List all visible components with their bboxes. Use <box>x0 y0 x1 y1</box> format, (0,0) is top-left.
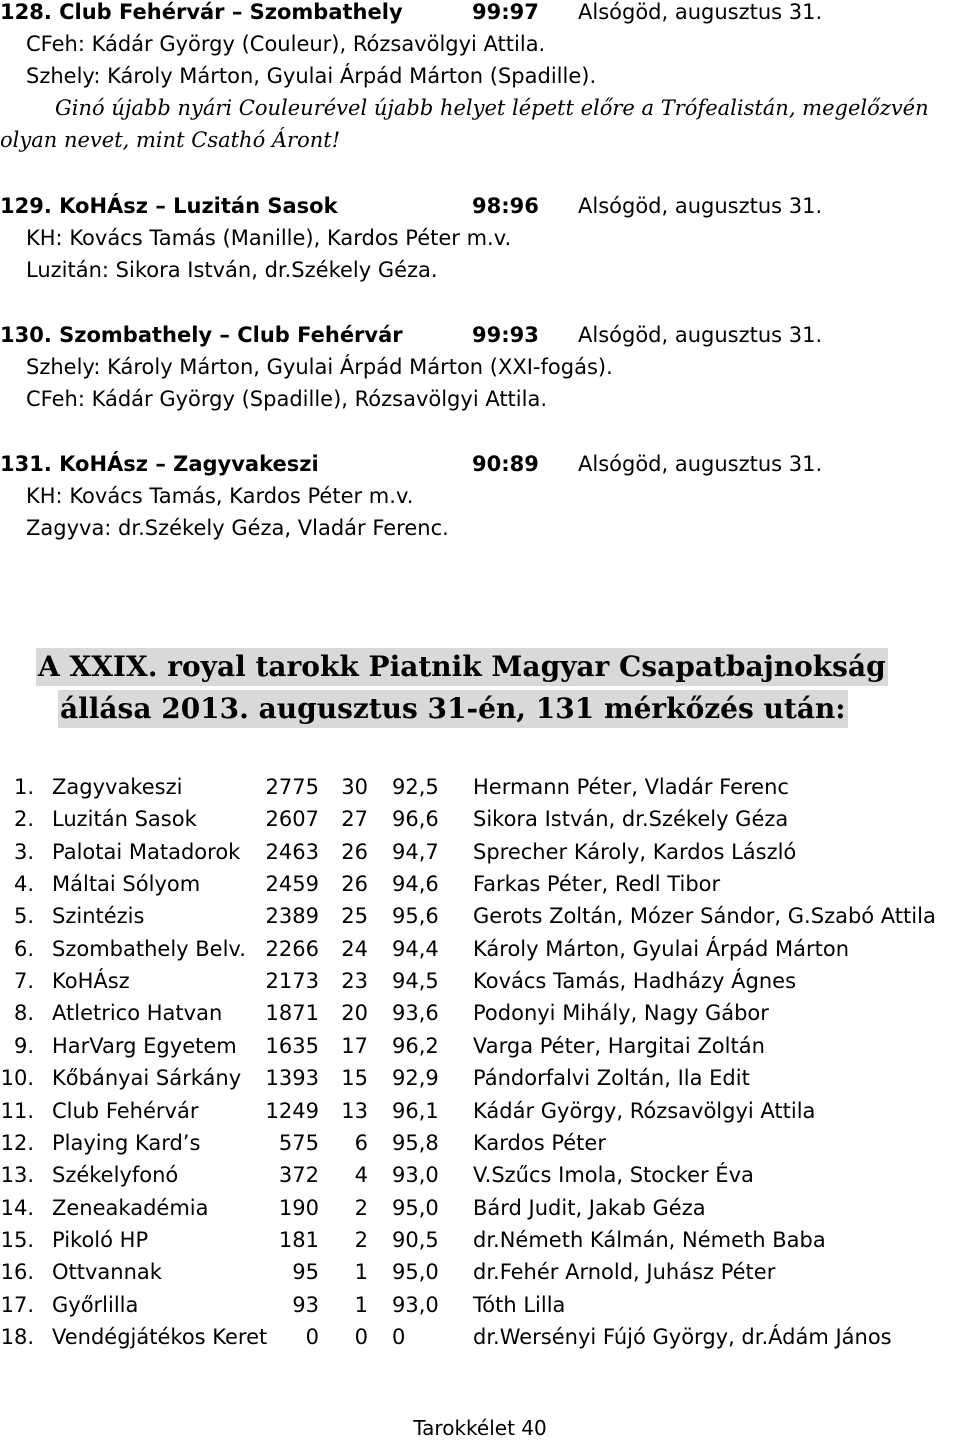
team-name: Club Fehérvár <box>52 1098 199 1123</box>
rank: 12. <box>0 1130 34 1155</box>
points: 575 <box>278 1130 319 1155</box>
match-128-line-1: CFeh: Kádár György (Couleur), Rózsavölgyi Attila. <box>26 32 546 56</box>
players: Varga Péter, Hargitai Zoltán <box>473 1033 765 1058</box>
points: 190 <box>278 1195 319 1220</box>
match-129-line-1: KH: Kovács Tamás (Manille), Kardos Péter m.v. <box>26 226 512 250</box>
table-row <box>0 1228 960 1260</box>
table-row <box>0 1034 960 1066</box>
table-row <box>0 937 960 969</box>
points: 2607 <box>265 807 319 832</box>
games-played: 30 <box>341 775 368 799</box>
average: 94,7 <box>392 839 439 864</box>
table-row <box>0 1099 960 1131</box>
points: 93 <box>292 1292 319 1317</box>
games-played: 6 <box>354 1130 368 1155</box>
match-place-date: Alsógöd, augusztus 31. <box>578 194 823 218</box>
standings-heading-1: A XXIX. royal tarokk Piatnik Magyar Csapatbajnokság <box>36 648 888 686</box>
match-128-comment-1: Ginó újabb nyári Couleurével újabb helyet lépett előre a Trófealistán, megelőzvén <box>55 96 929 120</box>
table-row <box>0 1163 960 1195</box>
team-name: Zagyvakeszi <box>52 775 183 799</box>
players: Gerots Zoltán, Mózer Sándor, G.Szabó Attila <box>473 904 936 929</box>
players: Kovács Tamás, Hadházy Ágnes <box>473 969 797 994</box>
match-score: 98:96 <box>472 194 539 218</box>
players: Hermann Péter, Vladár Ferenc <box>473 775 789 799</box>
players: Tóth Lilla <box>473 1292 566 1317</box>
average: 93,6 <box>392 1001 439 1026</box>
team-name: Ottvannak <box>52 1260 162 1285</box>
table-row <box>0 1131 960 1163</box>
average: 95,0 <box>392 1260 439 1285</box>
points: 181 <box>278 1227 319 1252</box>
players: V.Szűcs Imola, Stocker Éva <box>473 1163 754 1188</box>
points: 2389 <box>265 904 319 929</box>
games-played: 26 <box>341 872 368 897</box>
points: 1393 <box>265 1066 319 1091</box>
points: 1871 <box>265 1001 319 1026</box>
team-name: Luzitán Sasok <box>52 807 197 832</box>
team-name: Szintézis <box>52 904 145 929</box>
games-played: 24 <box>341 936 368 961</box>
points: 0 <box>305 1324 319 1349</box>
players: Kádár György, Rózsavölgyi Attila <box>473 1098 816 1123</box>
games-played: 27 <box>341 807 368 832</box>
average: 95,6 <box>392 904 439 929</box>
match-place-date: Alsógöd, augusztus 31. <box>578 323 823 347</box>
points: 1249 <box>265 1098 319 1123</box>
team-name: KoHÁsz <box>52 969 130 994</box>
average: 95,8 <box>392 1130 439 1155</box>
team-name: Palotai Matadorok <box>52 839 241 864</box>
match-128-comment-2: olyan nevet, mint Csathó Áront! <box>0 128 341 152</box>
points: 1635 <box>265 1033 319 1058</box>
team-name: Zeneakadémia <box>52 1195 209 1220</box>
team-name: Vendégjátékos Keret <box>52 1324 268 1349</box>
table-row <box>0 1066 960 1098</box>
games-played: 25 <box>341 904 368 929</box>
games-played: 2 <box>354 1227 368 1252</box>
team-name: Kőbányai Sárkány <box>52 1066 242 1091</box>
players: Podonyi Mihály, Nagy Gábor <box>473 1001 769 1026</box>
players: Bárd Judit, Jakab Géza <box>473 1195 706 1220</box>
players: dr.Németh Kálmán, Németh Baba <box>473 1227 826 1252</box>
games-played: 1 <box>354 1292 368 1317</box>
games-played: 15 <box>341 1066 368 1091</box>
table-row <box>0 840 960 872</box>
players: dr.Fehér Arnold, Juhász Péter <box>473 1260 776 1285</box>
team-name: Székelyfonó <box>52 1163 179 1188</box>
match-129-line-2: Luzitán: Sikora István, dr.Székely Géza. <box>26 258 438 282</box>
games-played: 1 <box>354 1260 368 1285</box>
players: Kardos Péter <box>473 1130 606 1155</box>
match-131-line-1: KH: Kovács Tamás, Kardos Péter m.v. <box>26 484 414 508</box>
match-teams: 130. Szombathely – Club Fehérvár <box>0 323 403 347</box>
match-128-line-2: Szhely: Károly Márton, Gyulai Árpád Márton (Spadille). <box>26 64 597 88</box>
table-row <box>0 969 960 1001</box>
points: 2775 <box>265 775 319 799</box>
rank: 6. <box>13 936 34 961</box>
rank: 14. <box>0 1195 34 1220</box>
team-name: Atletrico Hatvan <box>52 1001 223 1026</box>
average: 92,5 <box>392 775 439 799</box>
match-score: 99:97 <box>472 0 539 24</box>
games-played: 17 <box>341 1033 368 1058</box>
team-name: Playing Kard’s <box>52 1130 201 1155</box>
rank: 15. <box>0 1227 34 1252</box>
rank: 5. <box>13 904 34 929</box>
rank: 1. <box>13 775 34 799</box>
players: dr.Wersényi Fújó György, dr.Ádám János <box>473 1324 892 1349</box>
table-row <box>0 1001 960 1033</box>
rank: 17. <box>0 1292 34 1317</box>
average: 96,6 <box>392 807 439 832</box>
table-row <box>0 872 960 904</box>
match-131-line-2: Zagyva: dr.Székely Géza, Vladár Ferenc. <box>26 516 449 540</box>
average: 90,5 <box>392 1227 439 1252</box>
games-played: 2 <box>354 1195 368 1220</box>
rank: 4. <box>13 872 34 897</box>
average: 96,1 <box>392 1098 439 1123</box>
team-name: HarVarg Egyetem <box>52 1033 237 1058</box>
games-played: 13 <box>341 1098 368 1123</box>
table-row <box>0 807 960 839</box>
average: 93,0 <box>392 1163 439 1188</box>
table-row <box>0 1293 960 1325</box>
match-teams: 128. Club Fehérvár – Szombathely <box>0 0 403 24</box>
average: 95,0 <box>392 1195 439 1220</box>
average: 94,4 <box>392 936 439 961</box>
players: Károly Márton, Gyulai Árpád Márton <box>473 936 850 961</box>
games-played: 26 <box>341 839 368 864</box>
table-row <box>0 1325 960 1357</box>
match-place-date: Alsógöd, augusztus 31. <box>578 0 823 24</box>
rank: 2. <box>13 807 34 832</box>
match-130-line-1: Szhely: Károly Márton, Gyulai Árpád Márton (XXI-fogás). <box>26 355 613 379</box>
team-name: Pikoló HP <box>52 1227 149 1252</box>
games-played: 20 <box>341 1001 368 1026</box>
page-footer: Tarokkélet 40 <box>413 1416 547 1440</box>
rank: 13. <box>0 1163 34 1188</box>
table-row <box>0 1260 960 1292</box>
match-score: 90:89 <box>472 452 539 476</box>
rank: 3. <box>13 839 34 864</box>
points: 95 <box>292 1260 319 1285</box>
match-place-date: Alsógöd, augusztus 31. <box>578 452 823 476</box>
games-played: 4 <box>354 1163 368 1188</box>
rank: 10. <box>0 1066 34 1091</box>
rank: 16. <box>0 1260 34 1285</box>
points: 2266 <box>265 936 319 961</box>
games-played: 0 <box>354 1324 368 1349</box>
rank: 18. <box>0 1324 34 1349</box>
table-row <box>0 775 960 807</box>
rank: 8. <box>13 1001 34 1026</box>
players: Sikora István, dr.Székely Géza <box>473 807 789 832</box>
average: 93,0 <box>392 1292 439 1317</box>
games-played: 23 <box>341 969 368 994</box>
match-teams: 131. KoHÁsz – Zagyvakeszi <box>0 452 319 476</box>
match-score: 99:93 <box>472 323 539 347</box>
average: 92,9 <box>392 1066 439 1091</box>
table-row <box>0 1196 960 1228</box>
points: 2459 <box>265 872 319 897</box>
standings-heading-2: állása 2013. augusztus 31-én, 131 mérkőzés után: <box>58 690 848 728</box>
rank: 9. <box>13 1033 34 1058</box>
rank: 7. <box>13 969 34 994</box>
team-name: Máltai Sólyom <box>52 872 201 897</box>
points: 2173 <box>265 969 319 994</box>
average: 94,6 <box>392 872 439 897</box>
players: Pándorfalvi Zoltán, Ila Edit <box>473 1066 750 1091</box>
match-teams: 129. KoHÁsz – Luzitán Sasok <box>0 194 338 218</box>
rank: 11. <box>0 1098 34 1123</box>
average: 96,2 <box>392 1033 439 1058</box>
average: 0 <box>392 1324 406 1349</box>
players: Sprecher Károly, Kardos László <box>473 839 797 864</box>
players: Farkas Péter, Redl Tibor <box>473 872 721 897</box>
table-row <box>0 904 960 936</box>
points: 372 <box>278 1163 319 1188</box>
team-name: Győrlilla <box>52 1292 139 1317</box>
average: 94,5 <box>392 969 439 994</box>
points: 2463 <box>265 839 319 864</box>
match-130-line-2: CFeh: Kádár György (Spadille), Rózsavölgyi Attila. <box>26 387 548 411</box>
team-name: Szombathely Belv. <box>52 936 246 961</box>
